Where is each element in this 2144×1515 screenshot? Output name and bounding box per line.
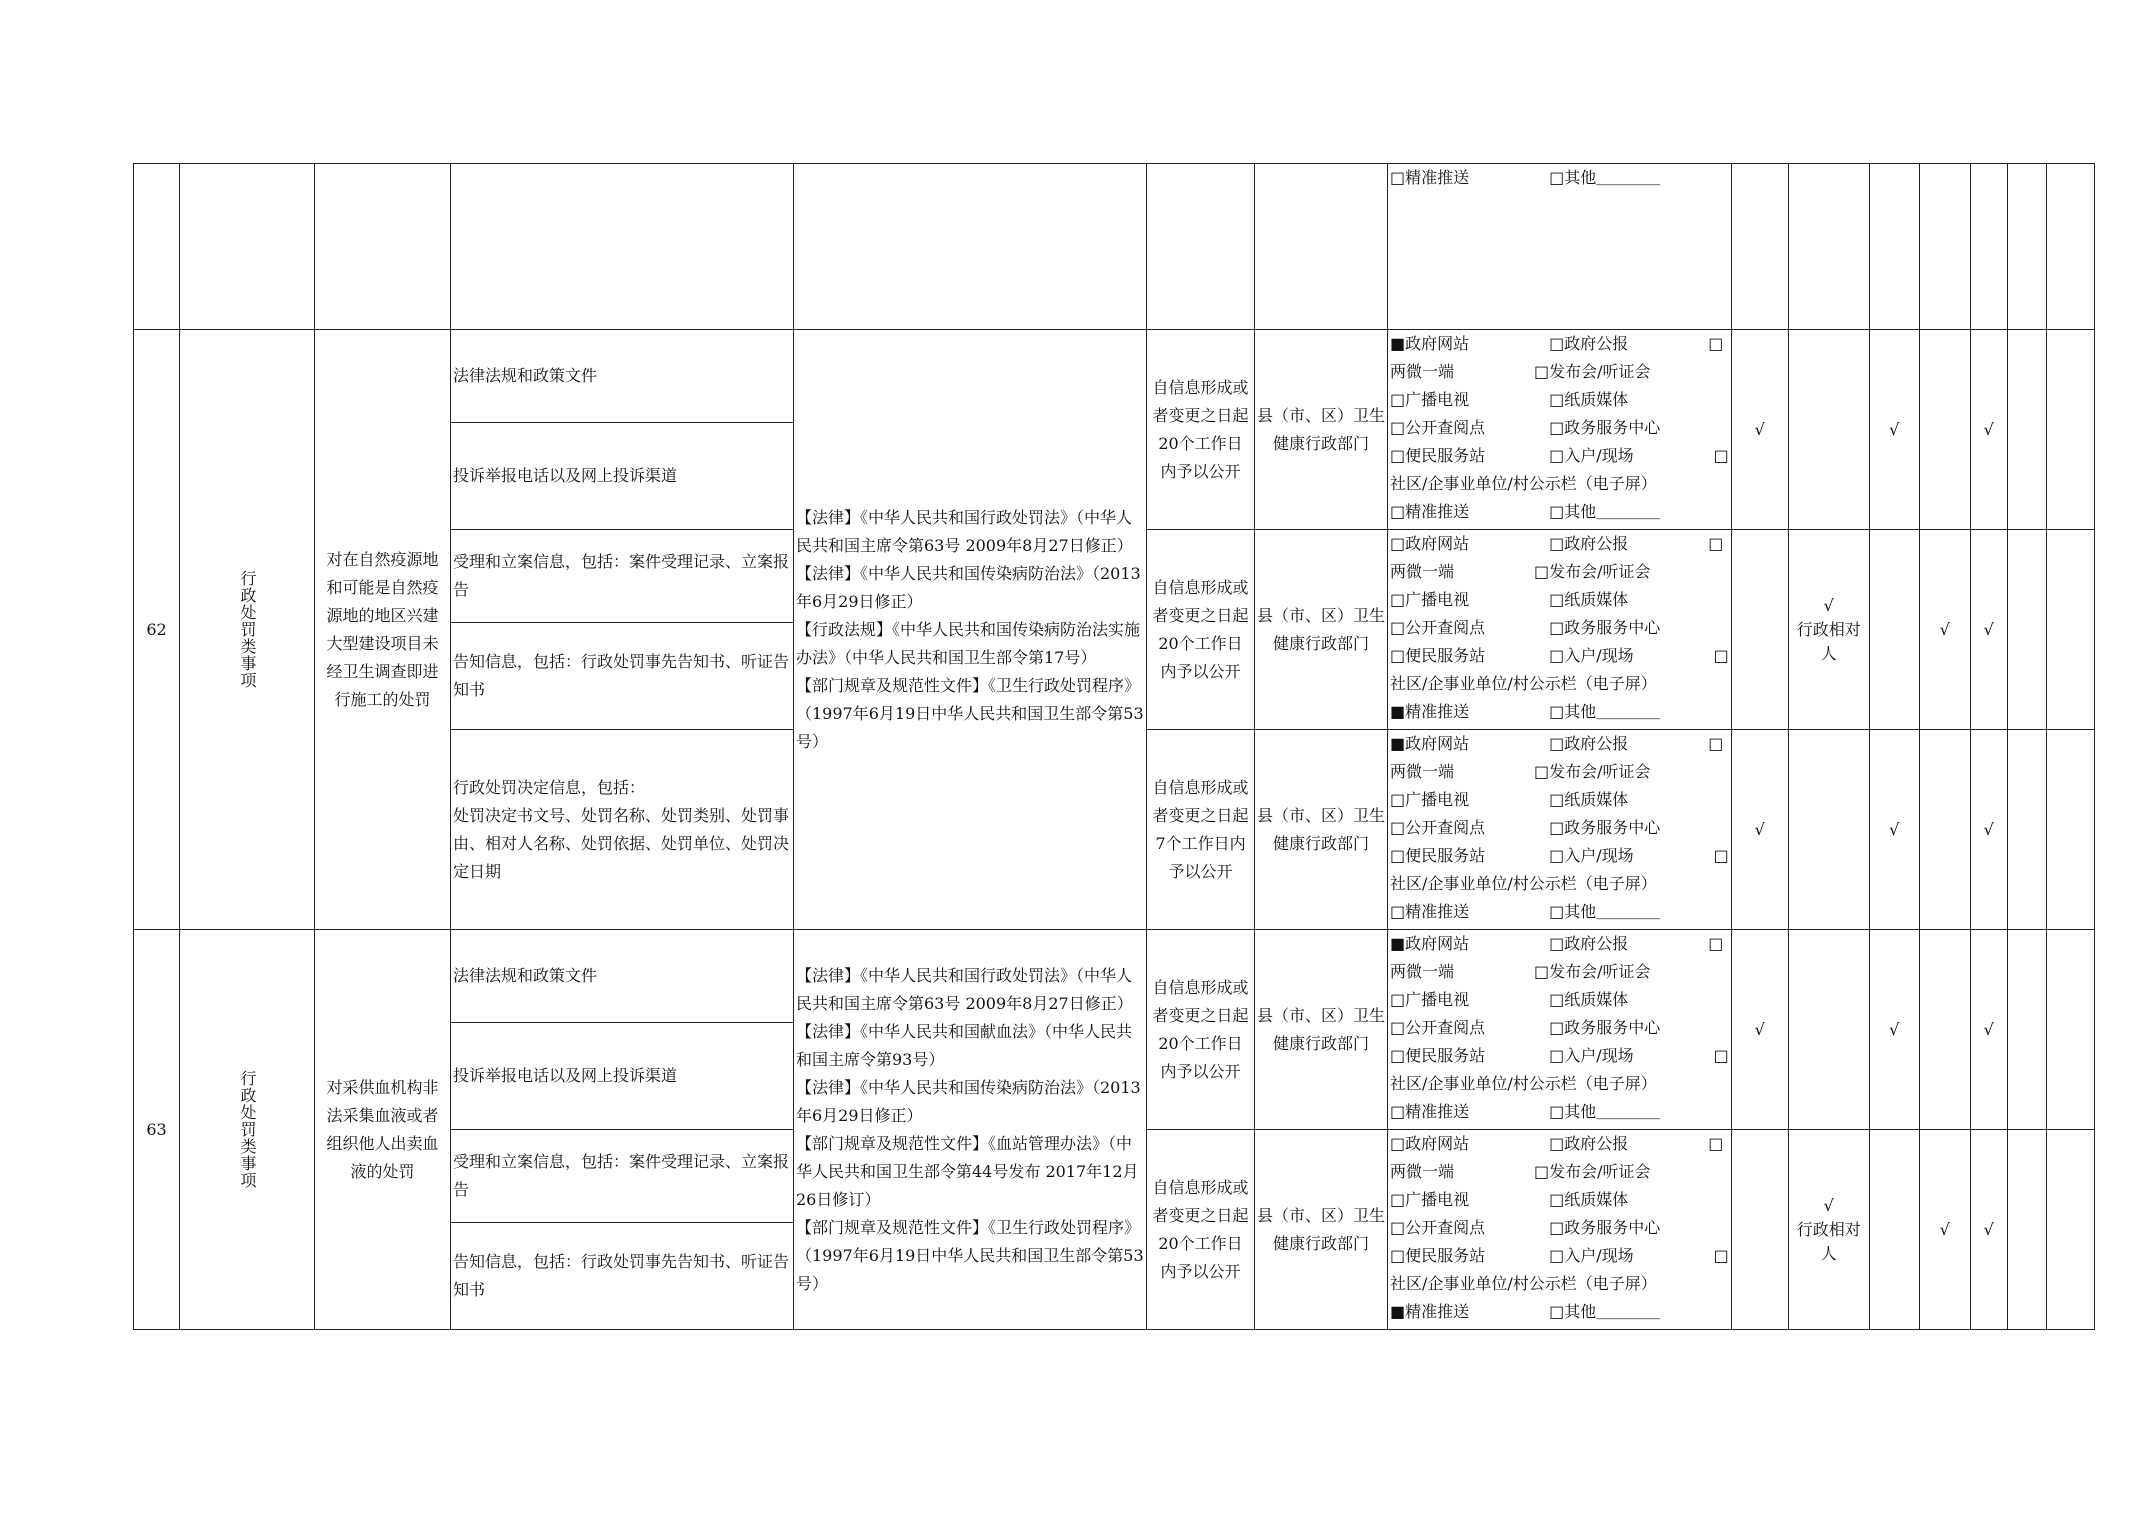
- mark-cell: [1869, 730, 1919, 930]
- check-mark: √ 行政相对人: [1796, 595, 1861, 663]
- item-name: 对在自然疫源地和可能是自然疫源地的地区兴建大型建设项目未经卫生调查即进行施工的处罚: [315, 330, 451, 930]
- continued-cell: [315, 164, 451, 330]
- continued-cell: [794, 164, 1147, 330]
- check-mark: √: [1754, 1019, 1765, 1039]
- mark-cell: [1731, 164, 1788, 330]
- mark-cell: [1731, 530, 1788, 730]
- channel-line: 社区/企事业单位/村公示栏（电子屏）: [1390, 674, 1657, 693]
- mark-cell: [1869, 530, 1919, 730]
- continued-row: [134, 164, 2095, 330]
- channel-cell: [1388, 330, 1732, 530]
- check-mark: √: [1754, 419, 1765, 439]
- channel-line: 两微一端 □发布会/听证会: [1390, 362, 1651, 381]
- channel-line: 社区/企事业单位/村公示栏（电子屏）: [1390, 474, 1657, 493]
- continued-cell: [451, 164, 794, 330]
- channel-line: □广播电视 □纸质媒体: [1390, 790, 1629, 809]
- channel-line: □公开查阅点 □政务服务中心: [1390, 1018, 1661, 1037]
- mark-cell: [1869, 164, 1919, 330]
- disclosure-subject: 县（市、区）卫生健康行政部门: [1255, 330, 1388, 530]
- channel-line: □便民服务站 □入户/现场 □: [1390, 646, 1729, 665]
- content-cell: [451, 623, 794, 730]
- mark-cell: [1788, 930, 1869, 1130]
- check-mark: √: [1983, 419, 1994, 439]
- check-mark: √: [1889, 1019, 1900, 1039]
- mark-cell: [1731, 1130, 1788, 1330]
- mark-cell: [1919, 164, 1970, 330]
- channel-line: ■政府网站 □政府公报 □: [1390, 934, 1724, 953]
- category-label: 行政处罚类事项: [238, 1070, 257, 1189]
- channel-line: ■精准推送 □其他＿＿＿＿: [1390, 1302, 1661, 1321]
- mark-cell: [1869, 330, 1919, 530]
- check-mark: √: [1939, 619, 1950, 639]
- check-mark: √: [1889, 419, 1900, 439]
- channel-line: ■政府网站 □政府公报 □: [1390, 334, 1724, 353]
- content-text: 告知信息，包括：行政处罚事先告知书、听证告知书: [453, 652, 790, 699]
- table-row: [134, 330, 2095, 423]
- time-limit: 自信息形成或者变更之日起7个工作日内予以公开: [1147, 730, 1255, 930]
- channel-line: □广播电视 □纸质媒体: [1390, 590, 1629, 609]
- disclosure-subject: 县（市、区）卫生健康行政部门: [1255, 730, 1388, 930]
- channel-line: □广播电视 □纸质媒体: [1390, 390, 1629, 409]
- content-cell: [451, 1223, 794, 1330]
- mark-cell: [1919, 930, 1970, 1130]
- check-mark: √: [1889, 819, 1900, 839]
- channel-cell: [1388, 730, 1732, 930]
- content-text: 投诉举报电话以及网上投诉渠道: [453, 1066, 678, 1085]
- mark-cell: [1788, 330, 1869, 530]
- row-number: 62: [134, 330, 180, 930]
- check-mark: √: [1983, 1219, 1994, 1239]
- basis-cell: [794, 330, 1147, 930]
- content-text: 行政处罚决定信息，包括： 处罚决定书文号、处罚名称、处罚类别、处罚事由、相对人名称、处罚依据、处罚单位、处罚决定日期: [453, 777, 790, 881]
- mark-cell: [2046, 930, 2094, 1130]
- channel-line: 两微一端 □发布会/听证会: [1390, 1162, 1651, 1181]
- channel-line: 两微一端 □发布会/听证会: [1390, 562, 1651, 581]
- channel-line: □精准推送 □其他＿＿＿＿: [1390, 902, 1661, 921]
- channel-line: ■精准推送 □其他＿＿＿＿: [1390, 702, 1661, 721]
- mark-cell: [1970, 330, 2007, 530]
- channel-line: □便民服务站 □入户/现场 □: [1390, 1246, 1729, 1265]
- disclosure-subject: 县（市、区）卫生健康行政部门: [1255, 930, 1388, 1130]
- content-cell: [451, 530, 794, 623]
- mark-cell: [2007, 330, 2046, 530]
- basis-cell: [794, 930, 1147, 1330]
- basis-text: 【法律】《中华人民共和国行政处罚法》（中华人民共和国主席令第63号 2009年8月27日修正） 【法律】《中华人民共和国传染病防治法》（2013年6月29日修正） 【行政法规】《中华人民共和国传染病防治法实施办法》（中华人民共和国卫生部令第17号） 【部门规章及规范性文件】《卫生行政处罚程序》（1997年6月19日中华人民共和国卫生部令第53号）: [796, 507, 1144, 751]
- channel-cell: [1388, 1130, 1732, 1330]
- disclosure-subject: 县（市、区）卫生健康行政部门: [1255, 530, 1388, 730]
- content-text: 法律法规和政策文件: [453, 966, 598, 985]
- category-cell: [180, 930, 315, 1330]
- channel-line: □精准推送 □其他＿＿＿＿: [1390, 1102, 1661, 1121]
- channel-line: 社区/企事业单位/村公示栏（电子屏）: [1390, 1274, 1657, 1293]
- mark-cell: [1731, 330, 1788, 530]
- channel-line: □广播电视 □纸质媒体: [1390, 990, 1629, 1009]
- mark-cell: [2007, 164, 2046, 330]
- channel-line: □政府网站 □政府公报 □: [1390, 1134, 1724, 1153]
- channel-line: □公开查阅点 □政务服务中心: [1390, 818, 1661, 837]
- channel-line: □便民服务站 □入户/现场 □: [1390, 1046, 1729, 1065]
- channel-line: □公开查阅点 □政务服务中心: [1390, 1218, 1661, 1237]
- channel-cell: [1388, 164, 1732, 330]
- time-limit: 自信息形成或者变更之日起20个工作日内予以公开: [1147, 930, 1255, 1130]
- channel-line: □精准推送 □其他＿＿＿＿: [1390, 502, 1661, 521]
- mark-cell: [2046, 730, 2094, 930]
- channel-cell: [1388, 530, 1732, 730]
- content-text: 受理和立案信息，包括：案件受理记录、立案报告: [453, 1152, 790, 1199]
- mark-cell: [1731, 930, 1788, 1130]
- mark-cell: [1788, 164, 1869, 330]
- channel-line: □政府网站 □政府公报 □: [1390, 534, 1724, 553]
- category-cell: [180, 330, 315, 930]
- mark-cell: [1970, 164, 2007, 330]
- check-mark: √: [1983, 1019, 1994, 1039]
- channel-line: □精准推送 □其他＿＿＿＿: [1390, 168, 1661, 187]
- mark-cell: [1731, 730, 1788, 930]
- check-mark: √ 行政相对人: [1796, 1195, 1861, 1263]
- channel-cell: [1388, 930, 1732, 1130]
- time-limit: 自信息形成或者变更之日起20个工作日内予以公开: [1147, 330, 1255, 530]
- mark-cell: [1788, 530, 1869, 730]
- mark-cell: [2046, 530, 2094, 730]
- content-cell: [451, 930, 794, 1023]
- item-name: 对采供血机构非法采集血液或者组织他人出卖血液的处罚: [315, 930, 451, 1330]
- continued-cell: [1147, 164, 1255, 330]
- mark-cell: [1919, 1130, 1970, 1330]
- channel-line: □便民服务站 □入户/现场 □: [1390, 846, 1729, 865]
- mark-cell: [1970, 1130, 2007, 1330]
- content-text: 告知信息，包括：行政处罚事先告知书、听证告知书: [453, 1252, 790, 1299]
- mark-cell: [1970, 730, 2007, 930]
- mark-cell: [2007, 930, 2046, 1130]
- channel-line: 社区/企事业单位/村公示栏（电子屏）: [1390, 1074, 1657, 1093]
- mark-cell: [2007, 1130, 2046, 1330]
- content-cell: [451, 1130, 794, 1223]
- content-text: 法律法规和政策文件: [453, 366, 598, 385]
- content-text: 受理和立案信息，包括：案件受理记录、立案报告: [453, 552, 790, 599]
- mark-cell: [1788, 1130, 1869, 1330]
- mark-cell: [1970, 930, 2007, 1130]
- row-number: 63: [134, 930, 180, 1330]
- check-mark: √: [1983, 819, 1994, 839]
- mark-cell: [1919, 530, 1970, 730]
- channel-line: □公开查阅点 □政务服务中心: [1390, 418, 1661, 437]
- check-mark: √: [1983, 619, 1994, 639]
- disclosure-table: [133, 163, 2095, 1330]
- mark-cell: [1869, 930, 1919, 1130]
- continued-cell: [134, 164, 180, 330]
- continued-cell: [1255, 164, 1388, 330]
- time-limit: 自信息形成或者变更之日起20个工作日内予以公开: [1147, 1130, 1255, 1330]
- mark-cell: [1919, 330, 1970, 530]
- mark-cell: [2007, 730, 2046, 930]
- channel-line: □公开查阅点 □政务服务中心: [1390, 618, 1661, 637]
- content-cell: [451, 423, 794, 530]
- basis-text: 【法律】《中华人民共和国行政处罚法》（中华人民共和国主席令第63号 2009年8月27日修正） 【法律】《中华人民共和国献血法》（中华人民共和国主席令第93号） 【法律】《中华人民共和国传染病防治法》（2013年6月29日修正） 【部门规章及规范性文件】《血站管理办法》（中华人民共和国卫生部令第44号发布 2017年12月26日修订） 【部门规章及规范性文件】《卫生行政处罚程序》（1997年6月19日中华人民共和国卫生部令第53号）: [796, 965, 1144, 1293]
- channel-line: ■政府网站 □政府公报 □: [1390, 734, 1724, 753]
- check-mark: √: [1754, 819, 1765, 839]
- channel-line: 两微一端 □发布会/听证会: [1390, 762, 1651, 781]
- continued-cell: [180, 164, 315, 330]
- content-text: 投诉举报电话以及网上投诉渠道: [453, 466, 678, 485]
- channel-line: □便民服务站 □入户/现场 □: [1390, 446, 1729, 465]
- channel-line: 社区/企事业单位/村公示栏（电子屏）: [1390, 874, 1657, 893]
- mark-cell: [2046, 1130, 2094, 1330]
- table-row: [134, 930, 2095, 1023]
- content-cell: [451, 330, 794, 423]
- mark-cell: [2046, 164, 2094, 330]
- channel-line: □广播电视 □纸质媒体: [1390, 1190, 1629, 1209]
- content-cell: [451, 730, 794, 930]
- mark-cell: [1869, 1130, 1919, 1330]
- mark-cell: [1919, 730, 1970, 930]
- mark-cell: [1788, 730, 1869, 930]
- check-mark: √: [1939, 1219, 1950, 1239]
- time-limit: 自信息形成或者变更之日起20个工作日内予以公开: [1147, 530, 1255, 730]
- mark-cell: [2046, 330, 2094, 530]
- channel-line: 两微一端 □发布会/听证会: [1390, 962, 1651, 981]
- mark-cell: [2007, 530, 2046, 730]
- mark-cell: [1970, 530, 2007, 730]
- disclosure-subject: 县（市、区）卫生健康行政部门: [1255, 1130, 1388, 1330]
- category-label: 行政处罚类事项: [238, 570, 257, 689]
- content-cell: [451, 1023, 794, 1130]
